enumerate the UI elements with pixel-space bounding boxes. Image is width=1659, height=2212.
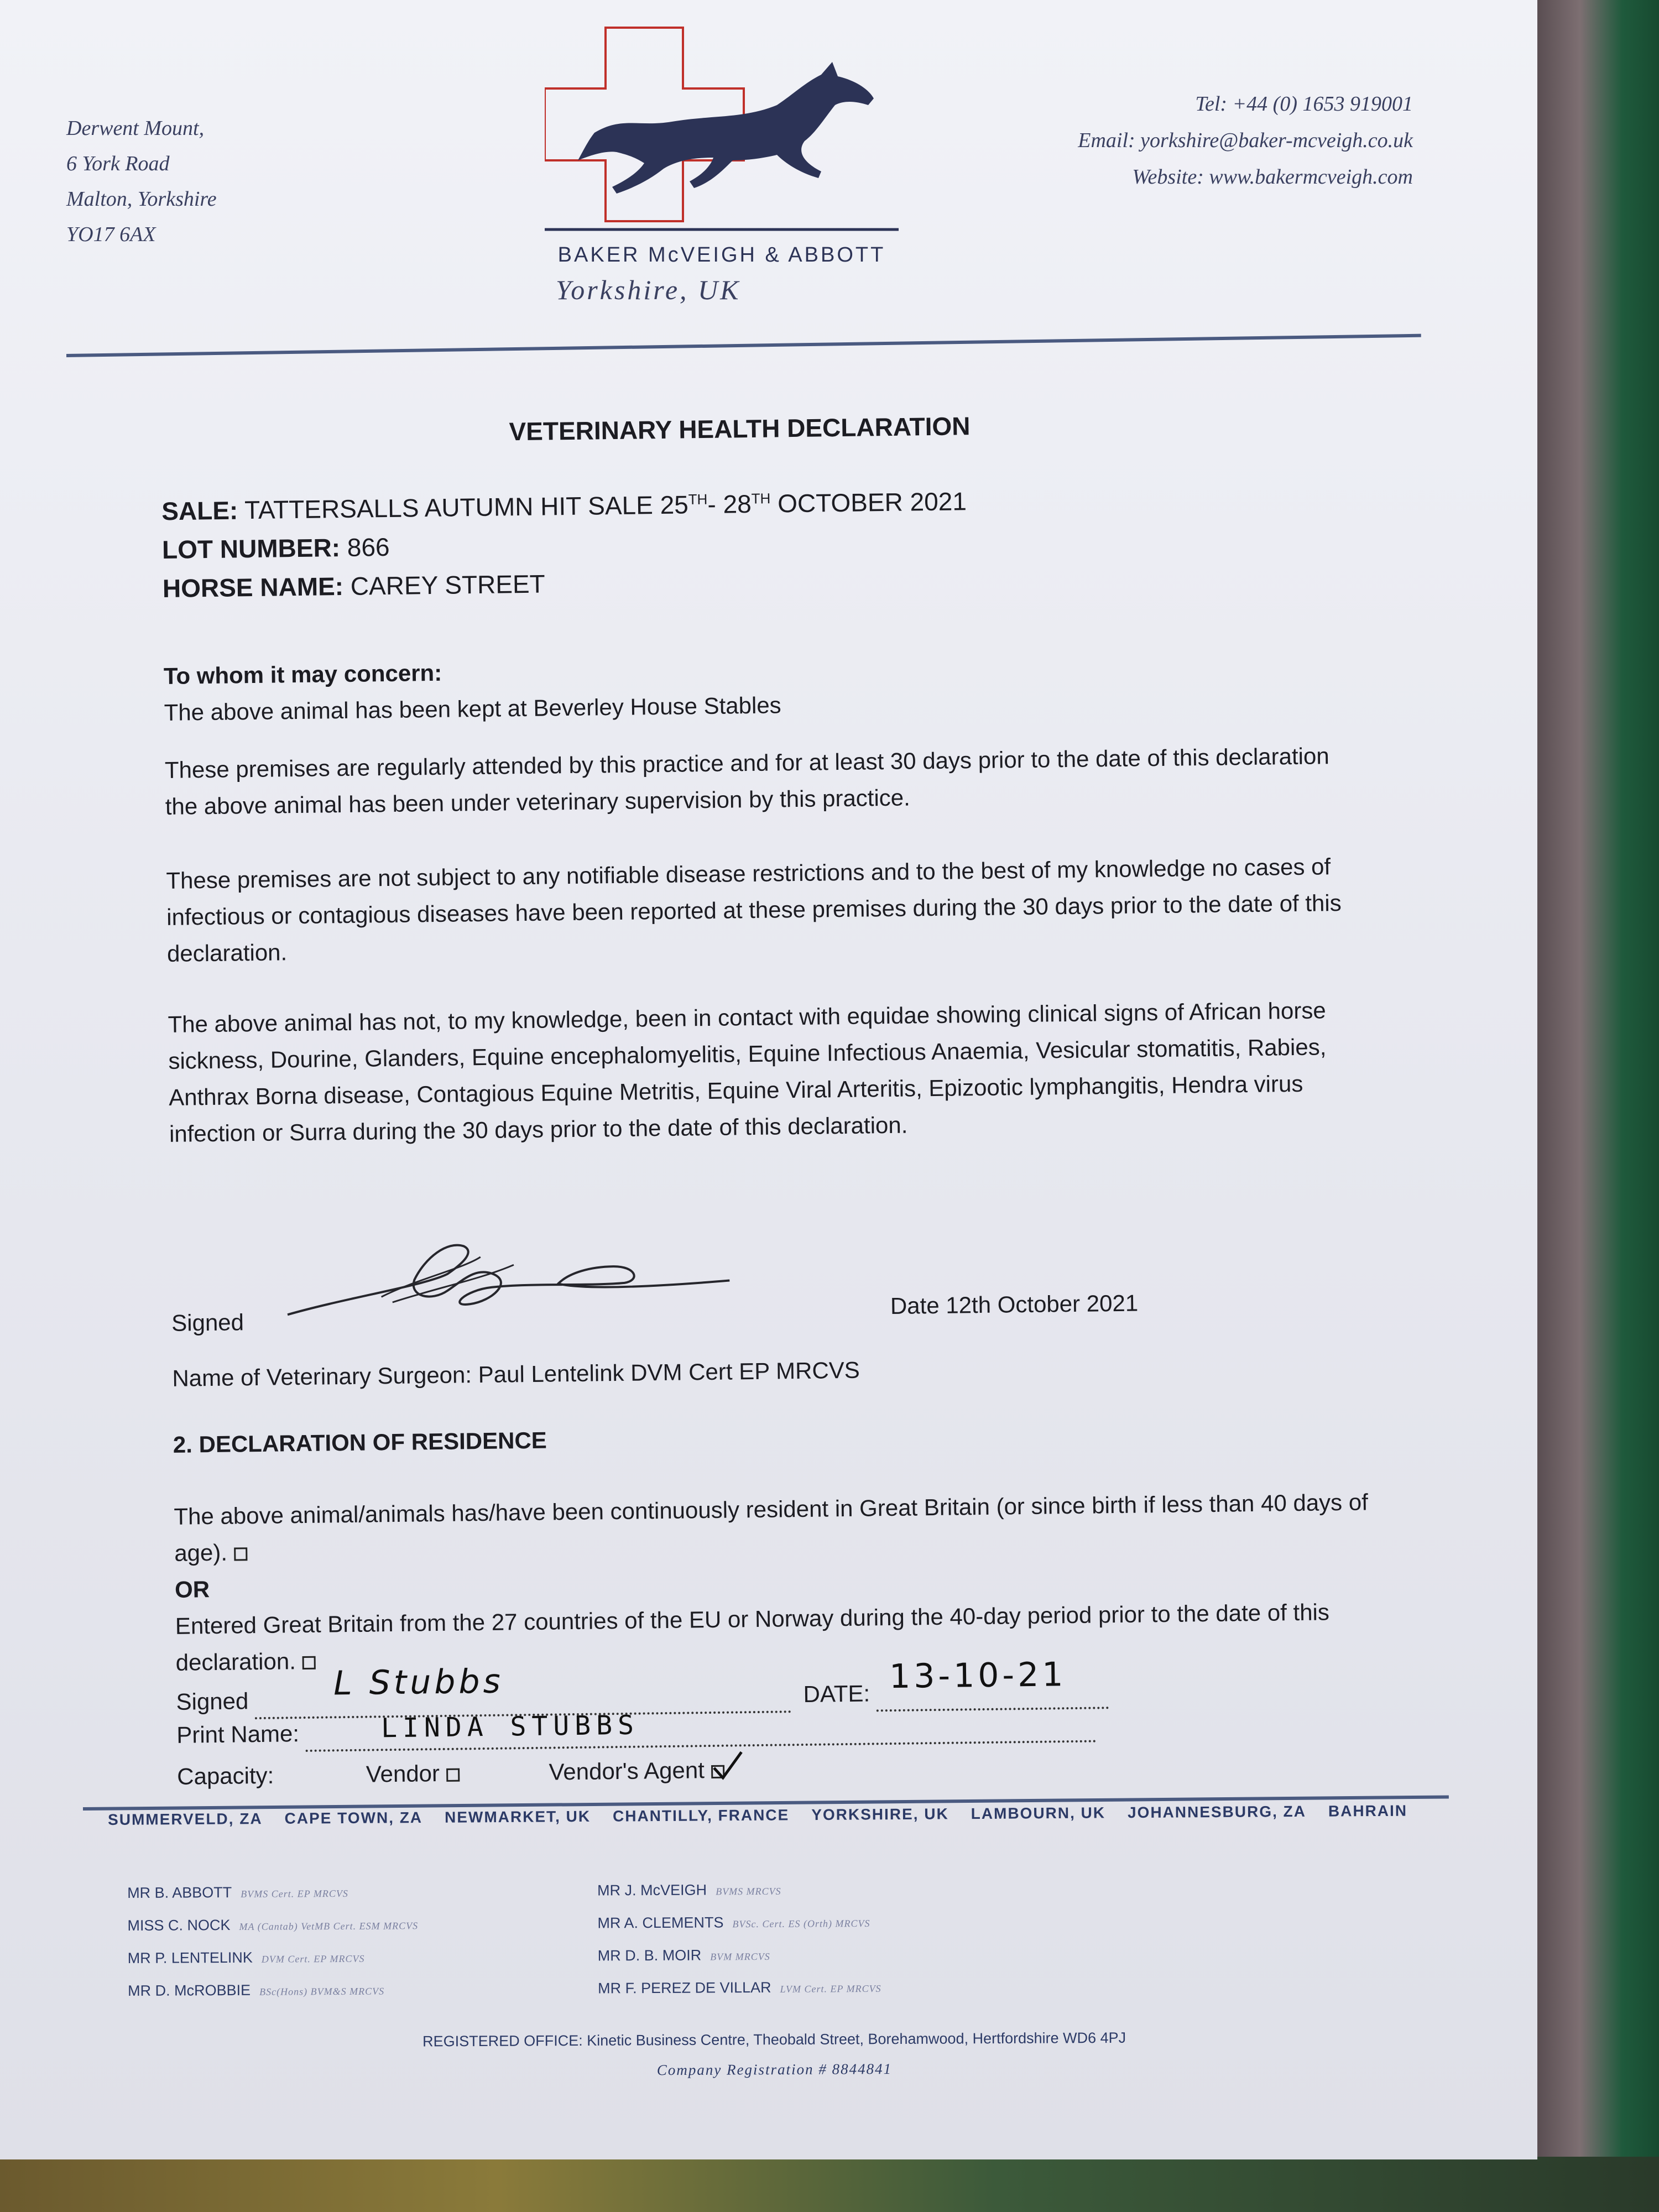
declaration-body [160, 395, 1369, 1790]
website-address: Website: www.bakermcveigh.com [1132, 165, 1413, 189]
partner-entry: MR P. LENTELINK DVM Cert. EP MRCVS [127, 1949, 365, 1966]
address-line: YO17 6AX [66, 223, 156, 246]
partner-entry: MR A. CLEMENTS BVSc. Cert. ES (Orth) MRCVS [597, 1914, 870, 1932]
office-location: LAMBOURN, UK [971, 1804, 1106, 1823]
partner-column-right [597, 1872, 1095, 2006]
restrictions-paragraph: These premises are not subject to any notifiable disease restrictions and to the best of my knowledge no cases of infectious or contagious diseases have been reported at these premises during the 30 days prior to the date of this declaration. [166, 853, 1342, 967]
vendor-signature: L Stubbs [333, 1662, 504, 1703]
signed-label: Signed [171, 1309, 244, 1336]
registered-office-block [371, 2022, 1178, 2086]
agent-checkbox[interactable] [711, 1765, 724, 1778]
letterhead-address [66, 111, 217, 252]
vet-signature [281, 1232, 735, 1326]
company-name: BAKER McVEIGH & ABBOTT [557, 243, 886, 267]
background-surface-right [1537, 0, 1659, 2212]
capacity-vendor [366, 1755, 460, 1793]
residence-option-resident-text: The above animal/animals has/have been continuously resident in Great Britain (or since birth if less than 40 days of age). [174, 1489, 1369, 1566]
lot-label: LOT NUMBER: [161, 533, 341, 565]
print-name-label: Print Name: [176, 1720, 300, 1748]
partner-entry: MR B. ABBOTT BVMS Cert. EP MRCVS [127, 1884, 348, 1901]
partner-column-left [127, 1875, 625, 2008]
header-divider [66, 334, 1421, 357]
company-logo [545, 22, 899, 321]
veterinary-surgeon-name: Name of Veterinary Surgeon: Paul Lentelink DVM Cert EP MRCVS [172, 1357, 860, 1391]
office-location: BAHRAIN [1328, 1802, 1408, 1820]
horse-and-cross-icon [545, 22, 899, 243]
or-separator: OR [174, 1576, 210, 1603]
sale-value: TATTERSALLS AUTUMN HIT SALE 25TH- 28TH OCTOBER 2021 [244, 487, 967, 525]
vendor-date-label: DATE: [803, 1680, 870, 1707]
checkmark-icon [710, 1750, 744, 1783]
vendor-checkbox[interactable] [446, 1768, 460, 1781]
sale-label: SALE: [161, 495, 238, 526]
partner-entry: MR F. PEREZ DE VILLAR LVM Cert. EP MRCVS [597, 1979, 881, 1997]
vet-signature-row [170, 1224, 1366, 1338]
background-surface-bottom [0, 2157, 1659, 2212]
vendor-option-label: Vendor [366, 1760, 440, 1787]
registered-office: REGISTERED OFFICE: Kinetic Business Centre, Theobald Street, Borehamwood, Hertfordshire WD6 4PJ [422, 2029, 1126, 2050]
lot-value: 866 [347, 533, 390, 562]
concern-block [163, 644, 1358, 731]
phone-number: Tel: +44 (0) 1653 919001 [1195, 92, 1413, 116]
office-location: CAPE TOWN, ZA [284, 1809, 423, 1827]
office-location: JOHANNESBURG, ZA [1127, 1802, 1307, 1822]
horse-label: HORSE NAME: [162, 572, 344, 603]
partner-entry: MISS C. NOCK MA (Cantab) VetMB Cert. ESM MRCVS [127, 1917, 419, 1934]
company-registration: Company Registration # 8844841 [656, 2060, 893, 2079]
residence-options [174, 1484, 1370, 1748]
agent-option-label: Vendor's Agent [549, 1757, 705, 1785]
office-location: SUMMERVELD, ZA [108, 1810, 263, 1828]
partner-entry: MR D. B. MOIR BVM MRCVS [597, 1947, 770, 1964]
vet-declaration-date: Date 12th October 2021 [890, 1290, 1139, 1319]
residence-option-resident [174, 1484, 1369, 1571]
office-location: YORKSHIRE, UK [811, 1805, 949, 1824]
residence-option-entered-text: Entered Great Britain from the 27 countries of the EU or Norway during the 40-day period prior to the date of this declaration. [175, 1599, 1330, 1676]
document-title: VETERINARY HEALTH DECLARATION [509, 411, 971, 446]
partner-entry: MR J. McVEIGH BVMS MRCVS [597, 1881, 781, 1899]
residence-heading: 2. DECLARATION OF RESIDENCE [173, 1427, 547, 1458]
disease-contact-paragraph: The above animal has not, to my knowledge, been in contact with equidae showing clinical signs of African horse sickness, Dourine, Glanders, Equine encephalomyelitis, Equine Infectious Anaemia, Vesicular stomatitis, Rabies, Anthrax Borna disease, Contagious Equine Metritis, Equine Viral Arteritis, Epizootic lymphangitis, Hendra virus infection or Surra during the 30 days prior to the date of this declaration. [168, 997, 1327, 1147]
capacity-label: Capacity: [176, 1762, 274, 1790]
vendor-date-value: 13-10-21 [889, 1655, 1067, 1697]
capacity-row [177, 1751, 807, 1795]
office-location: NEWMARKET, UK [444, 1807, 591, 1826]
kept-at-statement: The above animal has been kept at Beverley House Stables [164, 692, 781, 726]
office-location: CHANTILLY, FRANCE [612, 1806, 790, 1825]
horse-value: CAREY STREET [350, 569, 546, 601]
entered-checkbox[interactable] [302, 1656, 316, 1670]
address-line: Malton, Yorkshire [66, 187, 217, 211]
print-name-value: LINDA STUBBS [380, 1709, 640, 1744]
resident-checkbox[interactable] [234, 1547, 247, 1561]
concern-heading: To whom it may concern: [163, 659, 442, 689]
company-location: Yorkshire, UK [556, 274, 741, 305]
partner-entry: MR D. McROBBIE BSc(Hons) BVM&S MRCVS [127, 1981, 385, 1999]
address-line: Derwent Mount, [66, 117, 205, 140]
sale-details [161, 477, 968, 608]
email-address: Email: yorkshire@baker-mcveigh.co.uk [1078, 129, 1413, 152]
letterhead-contact [1078, 86, 1413, 195]
address-line: 6 York Road [66, 152, 170, 175]
vendor-signed-label: Signed [176, 1688, 249, 1715]
capacity-agent [549, 1752, 724, 1791]
supervision-paragraph: These premises are regularly attended by this practice and for at least 30 days prior to the date of this declaration the above animal has been under veterinary supervision by this practice. [164, 743, 1329, 820]
